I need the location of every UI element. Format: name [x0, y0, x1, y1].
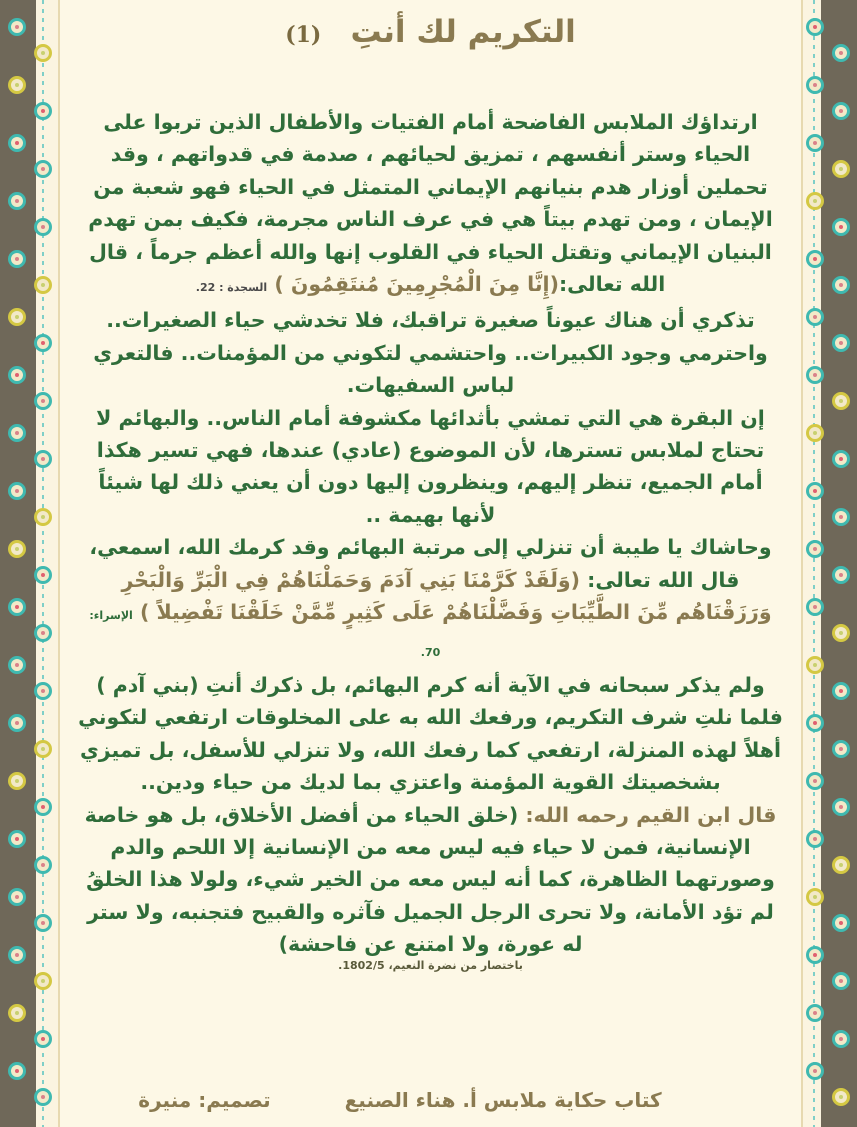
- border-ring-ornament: [34, 160, 52, 178]
- border-ring-ornament: [806, 134, 824, 152]
- border-ring-ornament: [8, 192, 26, 210]
- border-ring-ornament: [832, 566, 850, 584]
- border-ring-ornament: [806, 308, 824, 326]
- article-body: [78, 106, 783, 973]
- page-number: (1): [285, 22, 322, 48]
- paragraph-6: [78, 799, 783, 973]
- border-ring-ornament: [34, 102, 52, 120]
- border-ring-ornament: [806, 540, 824, 558]
- border-ring-ornament: [8, 656, 26, 674]
- paragraph-1-text: ارتداؤك الملابس الفاضحة أمام الفتيات والأطفال الذين تربوا على الحياء وستر أنفسهم ، تمزيق لحيائهم ، صدمة في قدواتهم ، وقد تحملين أوزار هدم بنيانهم الإيماني المتمثل في الحياء فهو شعبة من الإيمان ، ومن تهدم بيتاً هي في عرف الناس مجرمة، فكيف بمن تهدم البنيان الإيماني وتقتل الحياء في القلوب إنها والله أعظم جرماً ،: [88, 110, 773, 264]
- border-ring-ornament: [832, 44, 850, 62]
- border-ring-ornament: [806, 598, 824, 616]
- border-ring-ornament: [8, 540, 26, 558]
- paragraph-5: [78, 669, 783, 799]
- quote-1-intro: قال الله تعالى:: [89, 239, 666, 297]
- border-ring-ornament: [832, 856, 850, 874]
- source-reference: باختصار من نضرة النعيم، 1802/5.: [338, 958, 523, 972]
- footer-book: كتاب حكاية ملابس أ. هناء الصنيع: [344, 1088, 662, 1112]
- border-ring-ornament: [8, 946, 26, 964]
- border-ring-ornament: [8, 714, 26, 732]
- border-ring-ornament: [8, 76, 26, 94]
- border-ring-ornament: [806, 1062, 824, 1080]
- border-ring-ornament: [8, 366, 26, 384]
- border-ring-ornament: [34, 798, 52, 816]
- border-ring-ornament: [832, 624, 850, 642]
- border-ring-ornament: [806, 656, 824, 674]
- border-ring-ornament: [34, 624, 52, 642]
- border-ring-ornament: [34, 334, 52, 352]
- border-ring-ornament: [8, 1062, 26, 1080]
- border-ring-ornament: [806, 424, 824, 442]
- paragraph-2: [78, 304, 783, 401]
- border-ring-ornament: [8, 1004, 26, 1022]
- border-ring-ornament: [8, 134, 26, 152]
- border-ring-ornament: [8, 424, 26, 442]
- border-ring-ornament: [832, 392, 850, 410]
- border-ring-ornament: [832, 102, 850, 120]
- border-ring-ornament: [8, 482, 26, 500]
- border-ring-ornament: [806, 366, 824, 384]
- quran-verse-1: (إِنَّا مِنَ الْمُجْرِمِينَ مُنتَقِمُونَ ): [274, 272, 559, 297]
- border-ring-ornament: [832, 218, 850, 236]
- border-ring-ornament: [8, 308, 26, 326]
- border-ring-ornament: [806, 772, 824, 790]
- border-ring-ornament: [34, 856, 52, 874]
- border-ring-ornament: [8, 830, 26, 848]
- border-ring-ornament: [34, 508, 52, 526]
- border-ring-ornament: [832, 1030, 850, 1048]
- border-ring-ornament: [832, 160, 850, 178]
- border-ring-ornament: [806, 250, 824, 268]
- border-ring-ornament: [34, 914, 52, 932]
- paragraph-4: [78, 531, 783, 669]
- paragraph-5-text: ولم يذكر سبحانه في الآية أنه كرم البهائم، بل ذكرك أنتِ (بني آدم ) فلما نلتِ شرف التكريم، ورفعك الله به على المخلوقات ارتفعي لتكوني أهلاً لهذه المنزلة، ارتفعي كما رفعك الله، ولا تنزلي للأسفل، بل تميزي بشخصيتك القوية المؤمنة واعتزي بما لديك من حياء ودين..: [78, 672, 783, 795]
- border-ring-ornament: [8, 598, 26, 616]
- border-ring-ornament: [832, 740, 850, 758]
- paragraph-3-text: إن البقرة هي التي تمشي بأثدائها مكشوفة أمام الناس.. والبهائم لا تحتاج لملابس تسترها، لأن الموضوع (عادي) عندها، فهي تسير هكذا أمام الجميع، تنظر إليهم، وينظرون إليها دون أن يعني ذلك لها شيئاً لأنها بهيمة ..: [96, 405, 765, 527]
- border-ring-ornament: [832, 914, 850, 932]
- quran-ref-2: الإسراء: 70.: [89, 609, 441, 659]
- footer-design: تصميم: منيرة: [138, 1088, 271, 1112]
- border-ring-ornament: [806, 714, 824, 732]
- border-ring-ornament: [34, 276, 52, 294]
- border-ring-ornament: [34, 392, 52, 410]
- border-ring-ornament: [832, 450, 850, 468]
- border-ring-ornament: [806, 192, 824, 210]
- border-ring-ornament: [34, 682, 52, 700]
- border-ring-ornament: [832, 798, 850, 816]
- border-ring-ornament: [34, 44, 52, 62]
- border-ring-ornament: [34, 1088, 52, 1106]
- paragraph-6-text: (خلق الحياء من أفضل الأخلاق، بل هو خاصة الإنسانية، فمن لا حياء فيه ليس معه من الإنسانية إلا اللحم والدم وصورتهما الظاهرة، كما أنه ليس معه من الخير شيء، ولولا هذا الخلقُ لم تؤد الأمانة، ولا تحرى الرجل الجميل فآثره والقبيح فتجنبه، ولا ستر له عورة، ولا امتنع عن فاحشة): [84, 802, 775, 957]
- border-ring-ornament: [8, 250, 26, 268]
- border-ring-ornament: [34, 218, 52, 236]
- border-ring-ornament: [34, 450, 52, 468]
- border-ring-ornament: [806, 888, 824, 906]
- page-title: التكريم لك أنتِ: [350, 14, 576, 50]
- quote-author: قال ابن القيم رحمه الله:: [525, 802, 777, 827]
- border-ring-ornament: [832, 682, 850, 700]
- border-ring-ornament: [8, 772, 26, 790]
- border-ring-ornament: [832, 508, 850, 526]
- border-ring-ornament: [34, 1030, 52, 1048]
- paragraph-3: [78, 402, 783, 532]
- border-ring-ornament: [832, 972, 850, 990]
- title-row: [60, 14, 801, 62]
- border-ring-ornament: [806, 830, 824, 848]
- border-ring-ornament: [34, 566, 52, 584]
- border-ring-ornament: [806, 76, 824, 94]
- paragraph-2-text: تذكري أن هناك عيوناً صغيرة تراقبك، فلا تخدشي حياء الصغيرات.. واحترمي وجود الكبيرات.. واحتشمي لتكوني من المؤمنات.. فالتعري لباس السفيهات.: [93, 308, 768, 398]
- footer: [80, 1088, 720, 1120]
- border-ring-ornament: [806, 482, 824, 500]
- border-ring-ornament: [806, 946, 824, 964]
- border-ring-ornament: [8, 18, 26, 36]
- border-ring-ornament: [832, 1088, 850, 1106]
- border-ring-ornament: [832, 276, 850, 294]
- border-ring-ornament: [806, 1004, 824, 1022]
- quran-ref-1: السجدة : 22.: [195, 281, 268, 295]
- document-page: [58, 0, 803, 1127]
- quran-verse-2: (وَلَقَدْ كَرَّمْنَا بَنِي آدَمَ وَحَمَلْنَاهُمْ فِي الْبَرِّ وَالْبَحْرِ وَرَزَقْنَاهُم مِّنَ الطَّيِّبَاتِ وَفَضَّلْنَاهُمْ عَلَى كَثِيرٍ مِّمَّنْ خَلَقْنَا تَفْضِيلاً ): [121, 567, 772, 625]
- border-ring-ornament: [806, 18, 824, 36]
- paragraph-1: [78, 106, 783, 304]
- border-ring-ornament: [34, 740, 52, 758]
- paragraph-4-text: وحاشاك يا طيبة أن تنزلي إلى مرتبة البهائم وقد كرمك الله، اسمعي، قال الله تعالى:: [89, 535, 772, 592]
- border-ring-ornament: [832, 334, 850, 352]
- border-ring-ornament: [8, 888, 26, 906]
- border-ring-ornament: [34, 972, 52, 990]
